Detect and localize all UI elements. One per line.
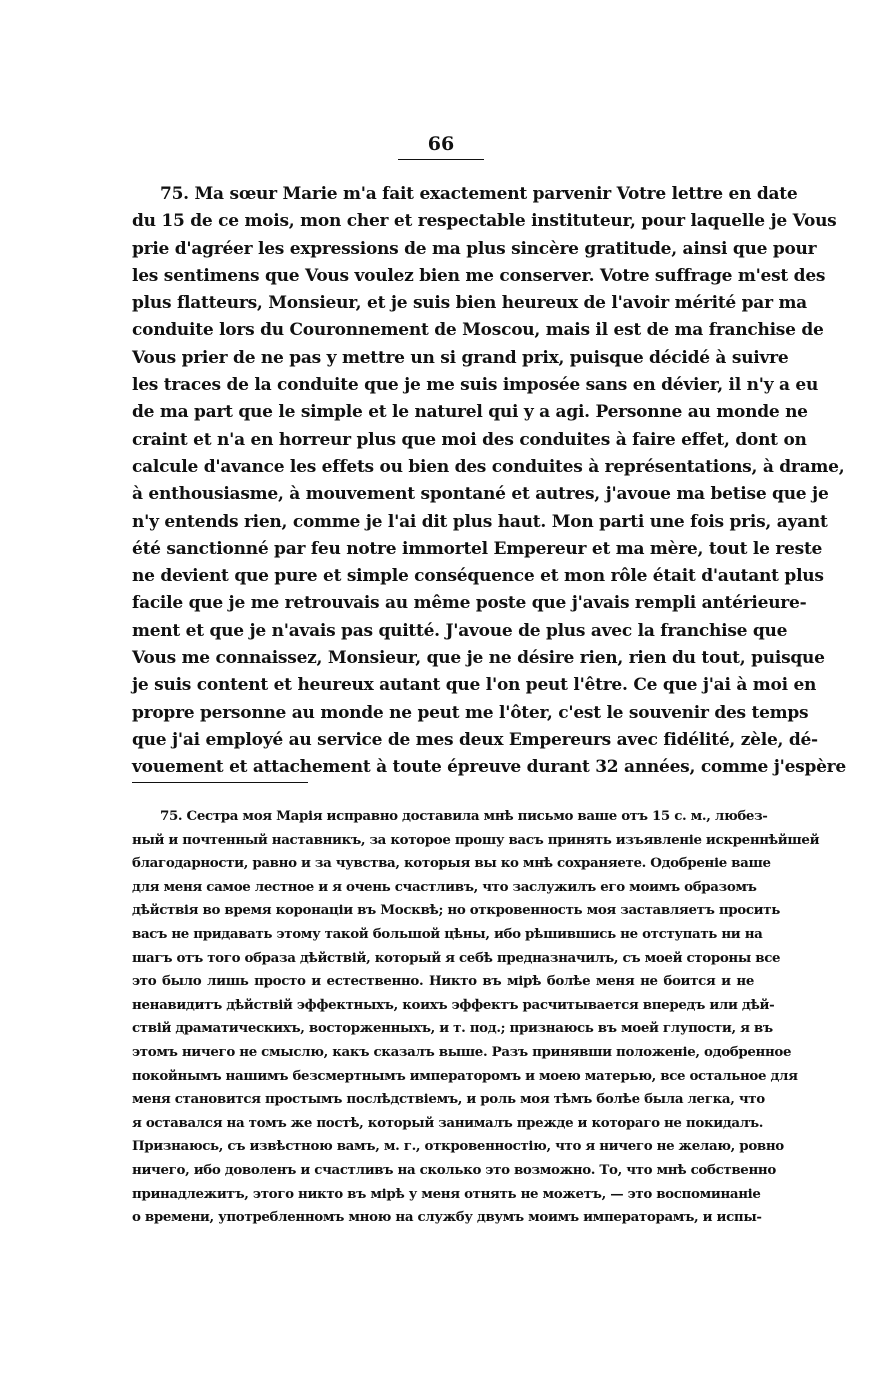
russian-line: этомъ ничего не смыслю, какъ сказалъ выше. Разъ принявши положеніе, одобренное bbox=[132, 1043, 792, 1060]
french-line: Vous prier de ne pas y mettre un si grand prix, puisque décidé à suivre bbox=[132, 347, 789, 368]
russian-line: я оставался на томъ же постѣ, который занималъ прежде и котораго не покидалъ. bbox=[132, 1114, 764, 1131]
french-line: de ma part que le simple et le naturel qui y a agi. Personne au monde ne bbox=[132, 402, 808, 423]
russian-line: ненавидитъ дѣйствій эффектныхъ, коихъ эффектъ расчитывается впередъ или дѣй- bbox=[132, 996, 775, 1013]
russian-line: ствій драматическихъ, восторженныхъ, и т. под.; признаюсь въ моей глупости, я въ bbox=[132, 1020, 773, 1037]
russian-line: ничего, ибо доволенъ и счастливъ на сколько это возможно. То, что мнѣ собственно bbox=[132, 1161, 776, 1178]
russian-line: меня становится простымъ послѣдствіемъ, и роль моя тѣмъ болѣе была легка, что bbox=[132, 1091, 765, 1108]
french-line: à enthousiasme, à mouvement spontané et autres, j'avoue ma betise que je bbox=[132, 484, 829, 505]
russian-line: для меня самое лестное и я очень счастливъ, что заслужилъ его моимъ образомъ bbox=[132, 878, 757, 895]
french-line: ne devient que pure et simple conséquence et mon rôle était d'autant plus bbox=[132, 566, 824, 587]
french-line: vouement et attachement à toute épreuve durant 32 années, comme j'espère bbox=[132, 757, 846, 778]
french-line: je suis content et heureux autant que l'on peut l'être. Ce que j'ai à moi en bbox=[132, 675, 817, 696]
french-line: que j'ai employé au service de mes deux Empereurs avec fidélité, zèle, dé- bbox=[132, 729, 818, 750]
french-line: 75. Ma sœur Marie m'a fait exactement parvenir Votre lettre en date bbox=[160, 184, 798, 204]
french-line: conduite lors du Couronnement de Moscou, mais il est de ma franchise de bbox=[132, 320, 824, 341]
french-line: facile que je me retrouvais au même poste que j'avais rempli antérieure- bbox=[132, 593, 807, 614]
french-line: les traces de la conduite que je me suis imposée sans en dévier, il n'y a eu bbox=[132, 375, 819, 396]
french-line: les sentimens que Vous voulez bien me conserver. Votre suffrage m'est des bbox=[132, 265, 826, 286]
russian-line: Признаюсь, съ извѣстною вамъ, м. г., откровенностію, что я ничего не желаю, ровно bbox=[132, 1138, 784, 1155]
russian-line: о времени, употребленномъ мною на службу двумъ моимъ императорамъ, и испы- bbox=[132, 1209, 762, 1226]
russian-line: благодарности, равно и за чувства, которыя вы ко мнѣ сохраняете. Одобреніе ваше bbox=[132, 855, 771, 872]
french-line: propre personne au monde ne peut me l'ôter, c'est le souvenir des temps bbox=[132, 702, 809, 723]
french-line: du 15 de ce mois, mon cher et respectable instituteur, pour laquelle je Vous bbox=[132, 211, 837, 232]
russian-line: это было лишь просто и естественно. Никто въ мірѣ болѣе меня не боится и не bbox=[132, 973, 754, 990]
russian-line: васъ не придавать этому такой большой цѣны, ибо рѣшившись не отступать ни на bbox=[132, 925, 763, 942]
page-number-rule bbox=[398, 159, 484, 160]
french-line: calcule d'avance les effets ou bien des conduites à représentations, à drame, bbox=[132, 456, 845, 477]
russian-line: принадлежитъ, этого никто въ мірѣ у меня отнять не можетъ, — это воспоминаніе bbox=[132, 1185, 761, 1202]
french-line: plus flatteurs, Monsieur, et je suis bien heureux de l'avoir mérité par ma bbox=[132, 293, 807, 314]
french-line: Vous me connaissez, Monsieur, que je ne désire rien, rien du tout, puisque bbox=[132, 648, 825, 669]
french-line: été sanctionné par feu notre immortel Empereur et ma mère, tout le reste bbox=[132, 538, 823, 559]
french-paragraph bbox=[132, 181, 846, 782]
russian-line: ный и почтенный наставникъ, за которое прошу васъ принять изъявленіе искреннѣйшей bbox=[132, 831, 820, 848]
french-line: prie d'agréer les expressions de ma plus sincère gratitude, ainsi que pour bbox=[132, 238, 817, 259]
russian-line: покойнымъ нашимъ безсмертнымъ императоромъ и моею матерью, все остальное для bbox=[132, 1067, 798, 1084]
french-line: craint et n'a en horreur plus que moi des conduites à faire effet, dont on bbox=[132, 429, 807, 450]
page-number: 66 bbox=[427, 133, 455, 155]
russian-line: дѣйствія во время коронаціи въ Москвѣ; но откровенность моя заставляетъ просить bbox=[132, 902, 780, 919]
russian-translation-paragraph bbox=[132, 805, 820, 1230]
russian-line: 75. Сестра моя Марія исправно доставила мнѣ письмо ваше отъ 15 с. м., любез- bbox=[160, 808, 768, 824]
footnote-separator-rule bbox=[132, 782, 308, 783]
french-line: ment et que je n'avais pas quitté. J'avoue de plus avec la franchise que bbox=[132, 620, 788, 641]
french-line: n'y entends rien, comme je l'ai dit plus haut. Mon parti une fois pris, ayant bbox=[132, 511, 828, 532]
russian-line: шагъ отъ того образа дѣйствій, который я себѣ предназначилъ, съ моей стороны все bbox=[132, 949, 781, 966]
